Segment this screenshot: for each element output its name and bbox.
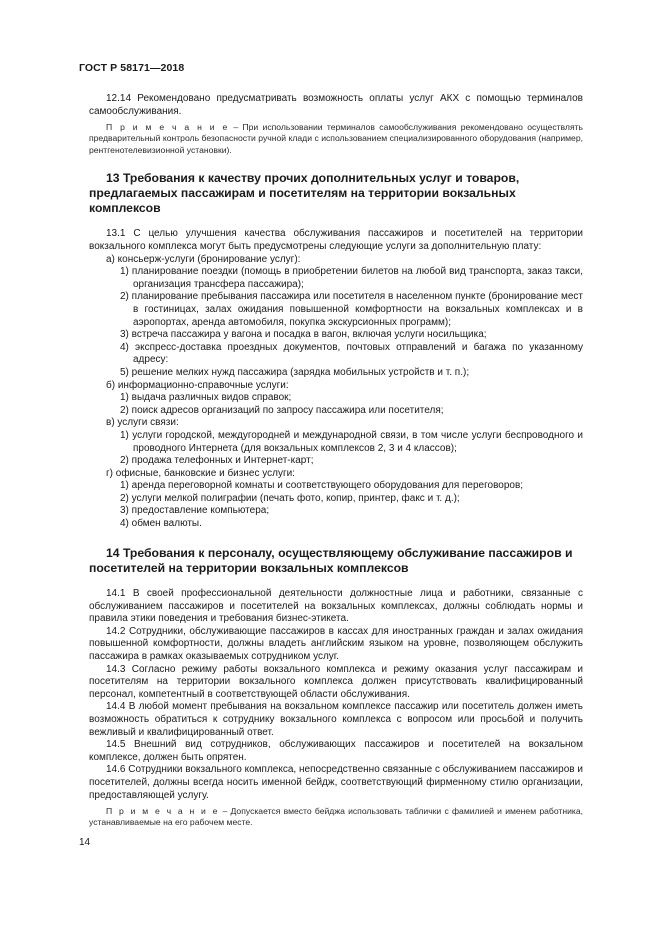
note-text: – При использовании терминалов самообслуживания рекомендовано осуществлять предварительный контроль безопасности ручной клади с использованием специализированного оборудования (например, рентгенотелевизионной установки). [89,122,584,155]
note-label: П р и м е ч а н и е [106,806,220,817]
note-text: – Допускается вместо бейджа использовать таблички с фамилией и именем работника, устанавливаемые на его рабочем месте. [89,806,584,828]
note-label: П р и м е ч а н и е [106,122,230,133]
list-subitem: 2) поиск адресов организаций по запросу пассажира или посетителя; [120,404,444,416]
list-item-b: б) информационно-справочные услуги: [106,379,289,391]
list-subitem: 1) аренда переговорной комнаты и соответствующего оборудования для переговоров; [120,480,524,492]
list-item-g: г) офисные, банковские и бизнес услуги: [106,467,295,479]
paragraph-14-6: 14.6 Сотрудники вокзального комплекса, непосредственно связанные с обслуживанием пассажиров и посетителей, должны всегда носить именной бейдж, соответствующий фирменному стилю организации, предоставляющей услугу. [89,764,583,801]
note-12 [89,122,583,156]
paragraph-14-1: 14.1 В своей профессиональной деятельности должностные лица и работники, связанные с обслуживанием пассажиров и посетителей на вокзальных комплексах, должны соблюдать нормы и правила этики поведения и требования бизнес-этикета. [89,588,583,625]
list-subitem: 3) встреча пассажира у вагона и посадка в вагон, включая услуги носильщика; [120,329,487,341]
list-subitem: 4) экспресс-доставка проездных документов, почтовых отправлений и багажа по указанному адресу: [120,341,583,366]
list-subitem: 3) предоставление компьютера; [120,505,270,517]
paragraph-14-2: 14.2 Сотрудники, обслуживающие пассажиров в кассах для иностранных граждан и залах ожидания повышенной комфортности, должны владеть английским языком на уровне, позволяющем обслужить пассажира в рамках оказываемых сотрудником услуг. [89,625,583,663]
list-subitem: 4) обмен валюты. [120,518,202,530]
section-14-title: 14 Требования к персоналу, осуществляющему обслуживание пассажиров и посетителей на территории вокзальных комплексов [89,545,573,575]
paragraph-14-3: 14.3 Согласно режиму работы вокзального комплекса и режиму оказания услуг пассажирам и посетителям на территории вокзального комплекса должен присутствовать квалифицированный персонал, компетентный в соответствующей области обслуживания. [89,663,583,700]
list-subitem: 5) решение мелких нужд пассажира (зарядка мобильных устройств и т. п.); [120,366,470,378]
section-13-title: 13 Требования к качеству прочих дополнительных услуг и товаров, предлагаемых пассажирам и посетителям на территории вокзальных комплексов [89,170,520,216]
list-subitem: 1) планирование поездки (помощь в приобретении билетов на любой вид транспорта, заказ такси, организация трансфера пассажира); [120,266,583,290]
paragraph-12-14: 12.14 Рекомендовано предусматривать возможность оплаты услуг АКХ с помощью терминалов самообслуживания. [89,93,583,117]
list-item-a: а) консьерж-услуги (бронирование услуг): [106,253,301,265]
page-number: 14 [79,837,91,848]
list-subitem: 2) продажа телефонных и Интернет-карт; [120,455,314,467]
paragraph-14-4: 14.4 В любой момент пребывания на вокзальном комплексе пассажир или посетитель должен иметь возможность обратиться к сотруднику вокзального комплекса с вопросом или просьбой и получить вежливый и квалифицированный ответ. [89,701,583,738]
list-item-v: в) услуги связи: [106,417,179,429]
paragraph-14-5: 14.5 Внешний вид сотрудников, обслуживающих пассажиров и посетителей на вокзальном комплексе, должен быть опрятен. [89,739,583,763]
note-14 [89,806,583,828]
paragraph-13-1: 13.1 С целью улучшения качества обслуживания пассажиров и посетителей на территории вокзального комплекса могут быть предусмотрены следующие услуги за дополнительную плату: [89,228,583,252]
list-subitem: 1) выдача различных видов справок; [120,392,292,404]
standard-header: ГОСТ Р 58171—2018 [79,62,185,74]
list-subitem: 1) услуги городской, междугородней и международной связи, в том числе услуги беспроводного и проводного Интернета (для вокзальных комплексов 2, 3 и 4 классов); [120,429,583,454]
list-subitem: 2) планирование пребывания пассажира или посетителя в населенном пункте (бронирование мест в гостиницах, залах ожидания повышенной комфортности на вокзальных комплексах и в аэропортах, аренда автомобиля, покупка экскурсионных программ); [120,291,583,328]
page-content [89,93,583,829]
list-subitem: 2) услуги мелкой полиграфии (печать фото, копир, принтер, факс и т. д.); [120,492,460,504]
